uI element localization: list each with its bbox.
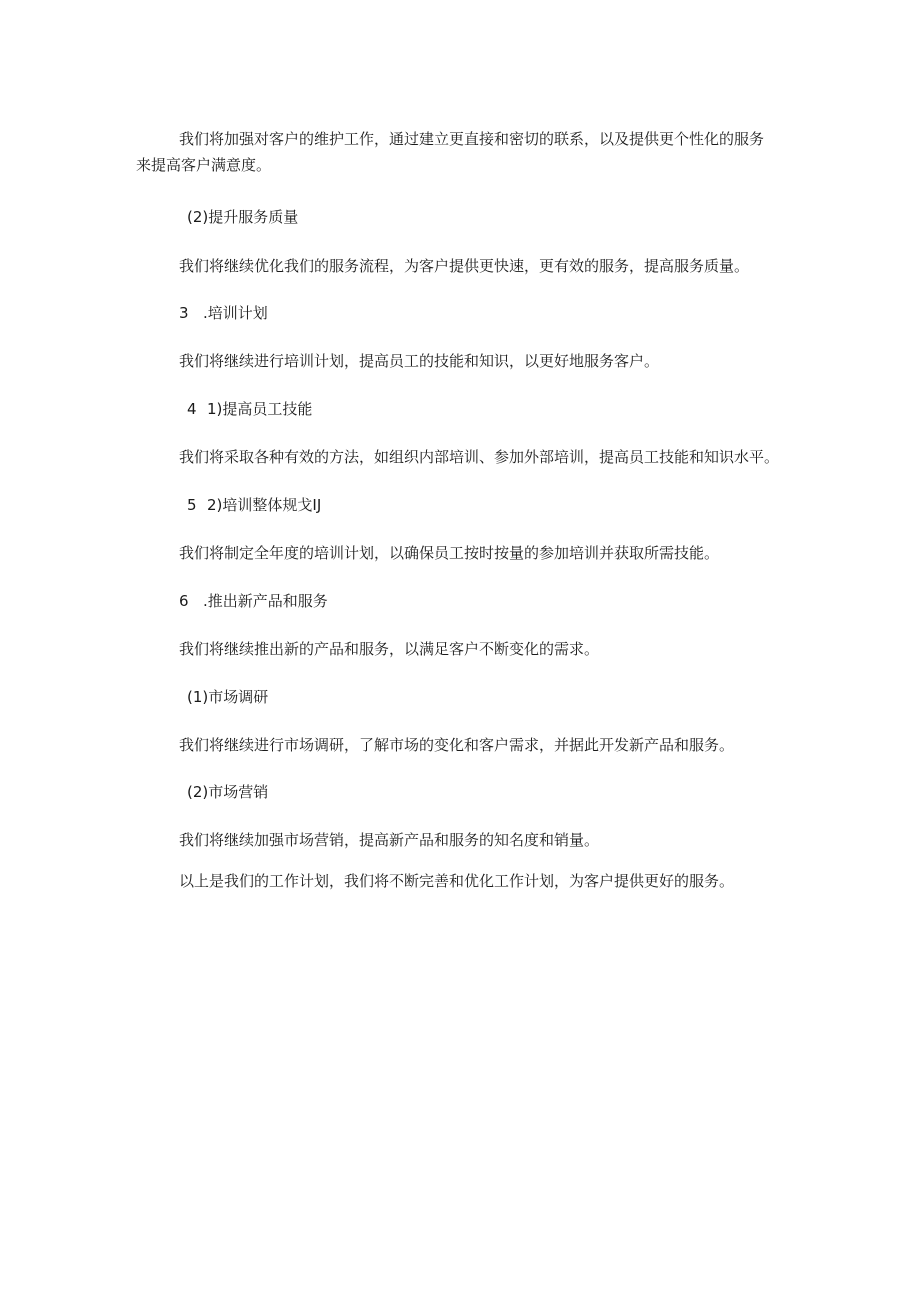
paragraph-market-research: 我们将继续进行市场调研，了解市场的变化和客户需求，并据此开发新产品和服务。 bbox=[179, 736, 735, 754]
heading-marketing: (2)市场营销 bbox=[187, 783, 269, 801]
heading-text: .培训计划 bbox=[203, 304, 268, 322]
heading-new-products bbox=[179, 588, 328, 614]
paragraph-improve-skills: 我们将采取各种有效的方法，如组织内部培训、参加外部培训，提高员工技能和知识水平。 bbox=[179, 448, 780, 466]
section-number: 6 bbox=[179, 592, 189, 610]
intro-line-2: 来提高客户满意度。 bbox=[136, 156, 272, 174]
heading-market-research: (1)市场调研 bbox=[187, 688, 269, 706]
intro-paragraph bbox=[136, 126, 794, 178]
heading-text: 2)培训整体规戈IJ bbox=[207, 496, 322, 514]
heading-text: .推出新产品和服务 bbox=[203, 592, 328, 610]
heading-improve-skills bbox=[187, 396, 312, 422]
intro-line-1: 我们将加强对客户的维护工作，通过建立更直接和密切的联系，以及提供更个性化的服务 bbox=[179, 130, 765, 148]
heading-training-plan bbox=[179, 300, 268, 326]
heading-improve-service-quality: (2)提升服务质量 bbox=[187, 208, 299, 226]
section-number: 4 bbox=[187, 400, 197, 418]
paragraph-service-quality: 我们将继续优化我们的服务流程，为客户提供更快速，更有效的服务，提高服务质量。 bbox=[179, 257, 750, 275]
paragraph-marketing: 我们将继续加强市场营销，提高新产品和服务的知名度和销量。 bbox=[179, 831, 600, 849]
paragraph-new-products: 我们将继续推出新的产品和服务，以满足客户不断变化的需求。 bbox=[179, 640, 600, 658]
heading-text: 1)提高员工技能 bbox=[207, 400, 313, 418]
paragraph-overall-training: 我们将制定全年度的培训计划，以确保员工按时按量的参加培训并获取所需技能。 bbox=[179, 544, 720, 562]
section-number: 3 bbox=[179, 304, 189, 322]
section-number: 5 bbox=[187, 496, 197, 514]
paragraph-training-plan: 我们将继续进行培训计划，提高员工的技能和知识，以更好地服务客户。 bbox=[179, 352, 660, 370]
paragraph-conclusion: 以上是我们的工作计划，我们将不断完善和优化工作计划，为客户提供更好的服务。 bbox=[179, 872, 735, 890]
heading-overall-training bbox=[187, 492, 321, 518]
